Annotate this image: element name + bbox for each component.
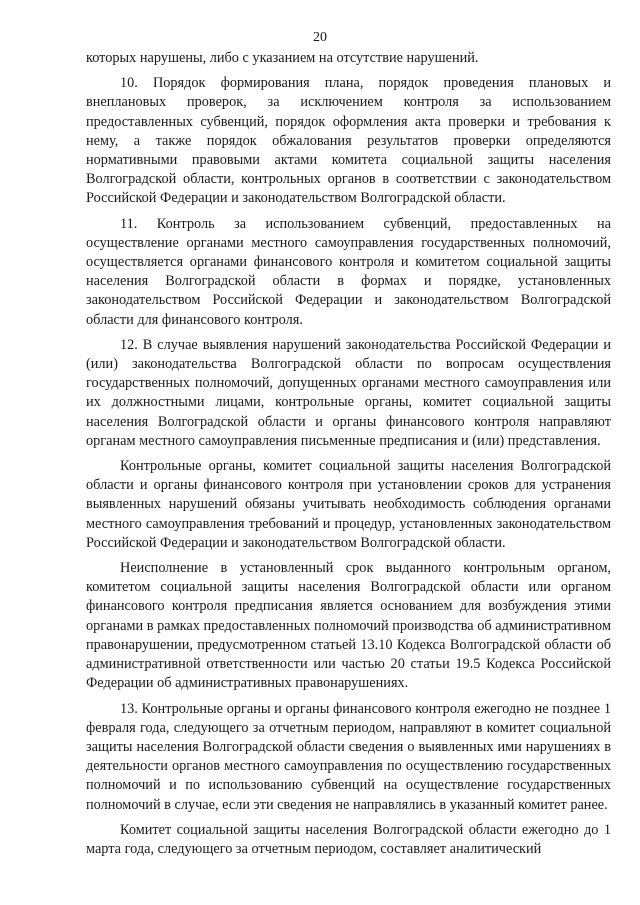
paragraph-continuation: которых нарушены, либо с указанием на отсутствие нарушений.	[86, 50, 479, 66]
paragraph-item-11: 11. Контроль за использованием субвенций, предоставленных на осуществление органами местного самоуправления государственных полномочий, осуществляется органами финансового контроля и комитетом социальной защиты населения Волгоградской области в формах и порядке, установленных законодательством Российской Федерации и законодательством Волгоградской области для финансового контроля.	[86, 215, 611, 328]
paragraph-deadlines: Контрольные органы, комитет социальной защиты населения Волгоградской области и органы финансового контроля при установлении сроков для устранения выявленных нарушений обязаны учитывать необходимость соблюдения органами местного самоуправления требований и процедур, установленных законодательством Российской Федерации и законодательством Волгоградской области.	[86, 458, 611, 551]
paragraph-non-compliance: Неисполнение в установленный срок выданного контрольным органом, комитетом социальной защиты населения Волгоградской области или органом финансового контроля предписания является основанием для возбуждения этими органами в рамках предоставленных полномочий производства об административном правонарушении, предусмотренном статьей 13.10 Кодекса Волгоградской области об административной ответственности или частью 20 статьи 19.5 Кодекса Российской Федерации об административных правонарушениях.	[86, 560, 611, 692]
paragraph-annual-report: Комитет социальной защиты населения Волгоградской области ежегодно до 1 марта года, следующего за отчетным периодом, составляет аналитический	[86, 821, 611, 857]
document-body	[86, 49, 611, 865]
paragraph-item-12: 12. В случае выявления нарушений законодательства Российской Федерации и (или) законодательства Волгоградской области по вопросам осуществления государственных полномочий, допущенных органами местного самоуправления или их должностными лицами, контрольные органы, комитет социальной защиты населения Волгоградской области и органы финансового контроля направляют органам местного самоуправления письменные предписания и (или) представления.	[86, 336, 611, 449]
paragraph-item-10: 10. Порядок формирования плана, порядок проведения плановых и внеплановых проверок, за исключением контроля за использованием предоставленных субвенций, порядок оформления акта проверки и требования к нему, а также порядок обжалования результатов проверки определяются нормативными правовыми актами комитета социальной защиты населения Волгоградской области, контрольных органов в соответствии с законодательством Российской Федерации и законодательством Волгоградской области.	[86, 75, 611, 207]
paragraph-item-13: 13. Контрольные органы и органы финансового контроля ежегодно не позднее 1 февраля года, следующего за отчетным периодом, направляют в комитет социальной защиты населения Волгоградской области сведения о выявленных ими нарушениях в деятельности органов местного самоуправления по осуществлению государственных полномочий и по использованию субвенций на осуществление государственных полномочий в случае, если эти сведения не направлялись в указанный комитет ранее.	[86, 700, 611, 813]
page-number: 20	[313, 30, 327, 45]
